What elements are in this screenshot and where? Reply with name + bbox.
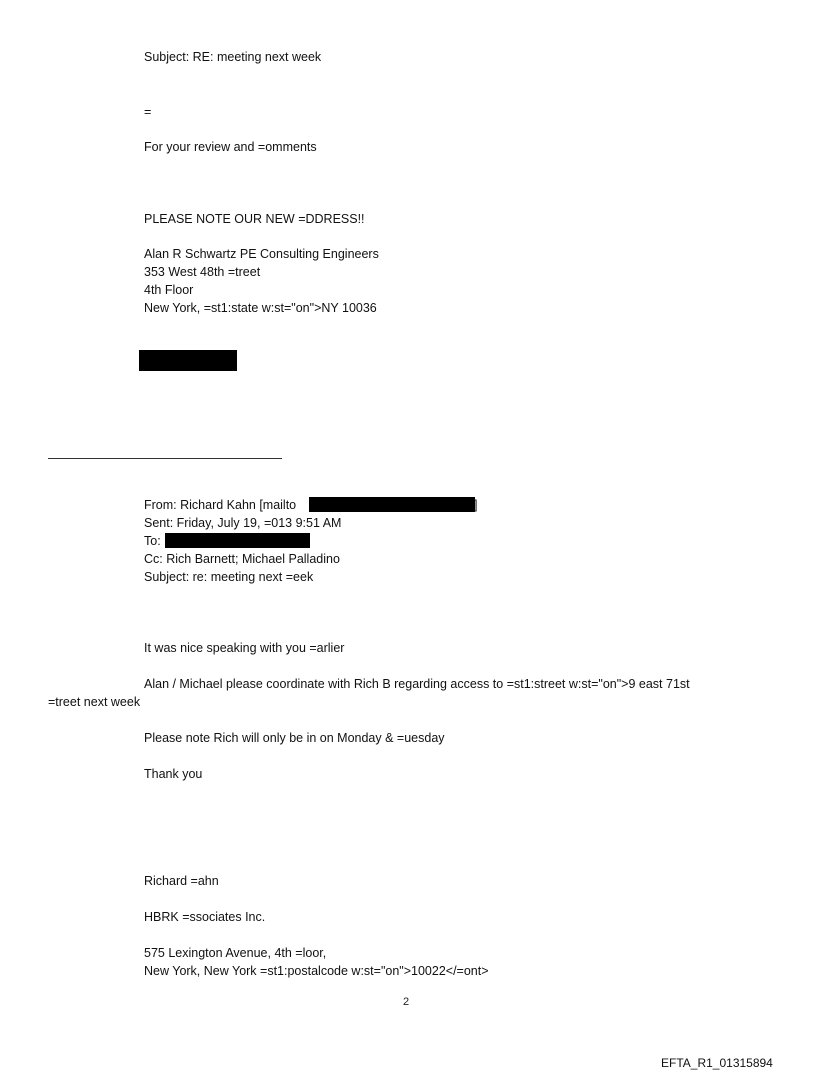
redaction-box	[165, 533, 310, 548]
top-signature-floor: 4th Floor	[144, 283, 194, 297]
quoted-body-line: Alan / Michael please coordinate with Rich B regarding access to =st1:street w:st="on">9 east 71st	[144, 677, 690, 691]
top-equals-line: =	[144, 105, 152, 119]
top-signature-company: Alan R Schwartz PE Consulting Engineers	[144, 247, 379, 261]
top-signature-city: New York, =st1:state w:st="on">NY 10036	[144, 301, 377, 315]
quoted-signature-street: 575 Lexington Avenue, 4th =loor,	[144, 946, 327, 960]
document-id: EFTA_R1_01315894	[661, 1056, 773, 1070]
top-address-notice: PLEASE NOTE OUR NEW =DDRESS!!	[144, 212, 365, 226]
quoted-from-prefix: From: Richard Kahn [mailto	[144, 498, 297, 512]
quoted-sent-line: Sent: Friday, July 19, =013 9:51 AM	[144, 516, 342, 530]
separator-rule	[48, 458, 282, 459]
quoted-cc-line: Cc: Rich Barnett; Michael Palladino	[144, 552, 340, 566]
quoted-subject-line: Subject: re: meeting next =eek	[144, 570, 314, 584]
quoted-body-line: Thank you	[144, 767, 203, 781]
top-subject-line: Subject: RE: meeting next week	[144, 50, 322, 64]
quoted-from-suffix: ]	[474, 498, 478, 512]
quoted-signature-city: New York, New York =st1:postalcode w:st="on">10022</=ont>	[144, 964, 489, 978]
quoted-body-line: =treet next week	[48, 695, 141, 709]
quoted-to-prefix: To:	[144, 534, 161, 548]
quoted-body-line: It was nice speaking with you =arlier	[144, 641, 345, 655]
redaction-box	[309, 497, 478, 512]
top-signature-street: 353 West 48th =treet	[144, 265, 261, 279]
quoted-signature-company: HBRK =ssociates Inc.	[144, 910, 266, 924]
page-number: 2	[403, 996, 410, 1008]
redaction-box	[139, 350, 237, 371]
quoted-body-line: Please note Rich will only be in on Monday & =uesday	[144, 731, 445, 745]
top-review-line: For your review and =omments	[144, 140, 317, 154]
quoted-from-line	[144, 497, 296, 513]
quoted-signature-name: Richard =ahn	[144, 874, 219, 888]
